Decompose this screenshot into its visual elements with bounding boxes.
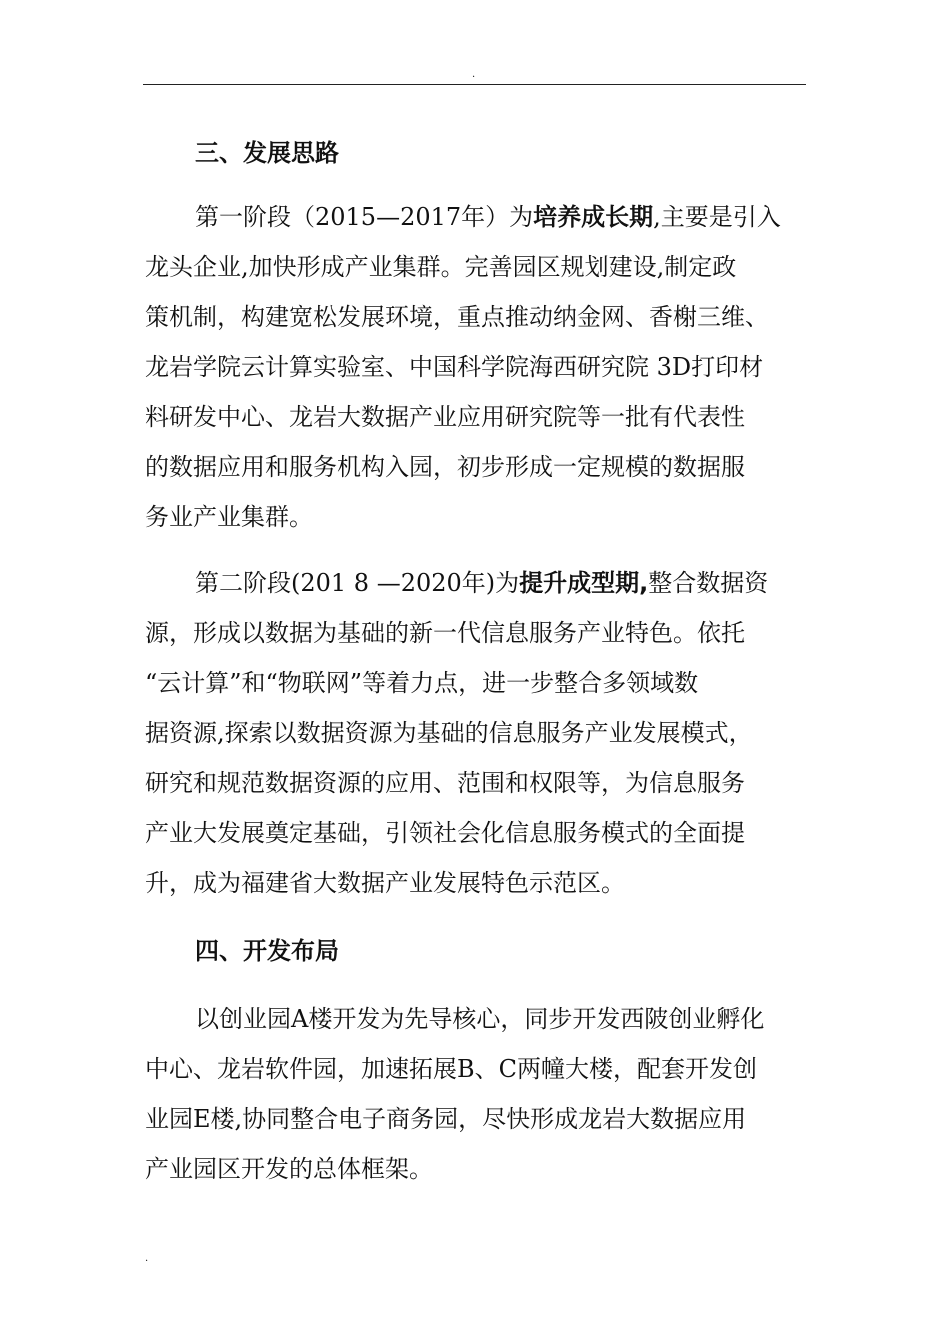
paragraph-line: 龙头企业,加快形成产业集群。完善园区规划建设,制定政 [145,253,737,281]
paragraph-line: 源，形成以数据为基础的新一代信息服务产业特色。依托 [145,619,745,647]
text-run: 整合数据资 [648,569,769,597]
paragraph-line: 据资源,探索以数据资源为基础的信息服务产业发展模式， [145,719,753,747]
text-run: 第二阶段(201 8 —2020年)为 [195,569,520,597]
header-rule [143,84,806,85]
paragraph-line: 的数据应用和服务机构入园，初步形成一定规模的数据服 [145,453,745,481]
paragraph-line: 料研发中心、龙岩大数据产业应用研究院等一批有代表性 [145,403,745,431]
paragraph-line: 策机制，构建宽松发展环境，重点推动纳金网、香榭三维、 [145,303,769,331]
emphasis-phase-name: 培养成长期 [533,203,654,231]
paragraph-line [195,202,781,232]
paragraph-line: “云计算”和“物联网”等着力点，进一步整合多领域数 [145,669,699,697]
emphasis-phase-name: 提升成型期, [519,569,649,597]
text-run: ,主要是引入 [653,203,781,231]
section-heading-3: 三、发展思路 [195,139,339,167]
paragraph-line: 务业产业集群。 [145,503,313,531]
paragraph-line: 龙岩学院云计算实验室、中国科学院海西研究院 3D打印材 [145,353,764,381]
paragraph-line: 中心、龙岩软件园，加速拓展B、C两幢大楼，配套开发创 [145,1055,757,1083]
paragraph-line: 研究和规范数据资源的应用、范围和权限等，为信息服务 [145,769,745,797]
header-mark: . [472,69,476,80]
paragraph-line: 以创业园A楼开发为先导核心，同步开发西陂创业孵化 [195,1005,765,1033]
text-run: 第一阶段（2015—2017年）为 [195,203,534,231]
section-heading-4: 四、开发布局 [195,937,339,965]
paragraph-line: 业园E楼,协同整合电子商务园，尽快形成龙岩大数据应用 [145,1105,747,1133]
paragraph-line: 升，成为福建省大数据产业发展特色示范区。 [145,869,625,897]
paragraph-line: 产业大发展奠定基础，引领社会化信息服务模式的全面提 [145,819,745,847]
paragraph-line [195,568,768,598]
footer-mark: . [145,1253,149,1264]
paragraph-line: 产业园区开发的总体框架。 [145,1155,433,1183]
